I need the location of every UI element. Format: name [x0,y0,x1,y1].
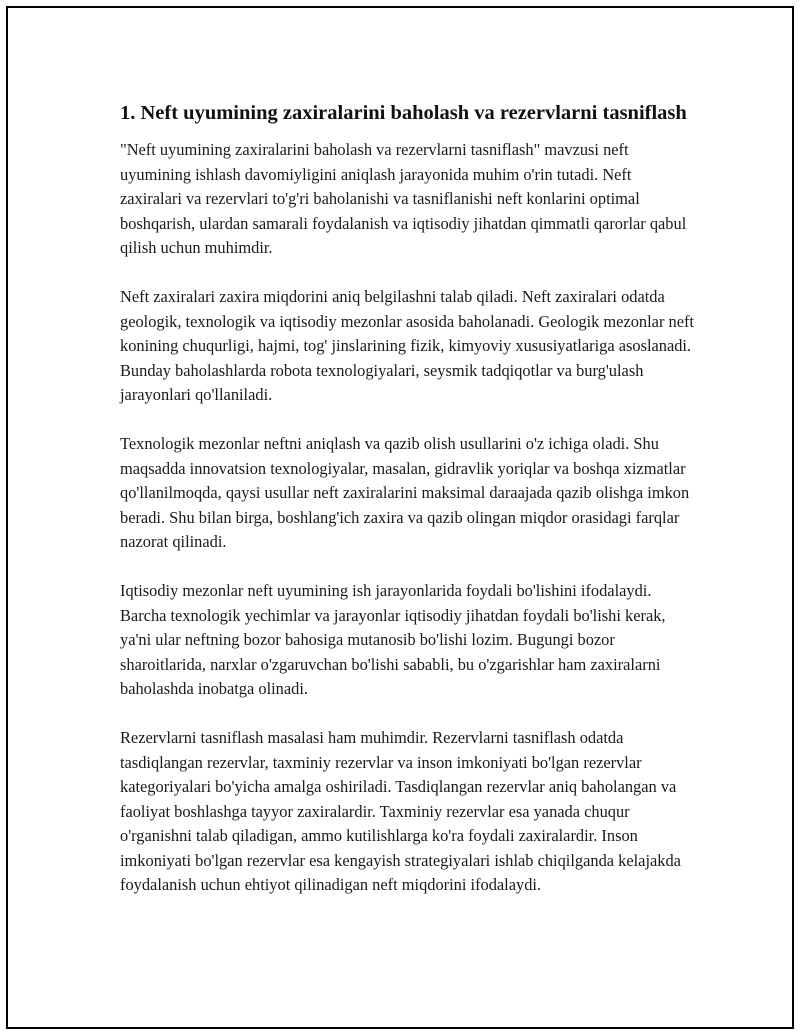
paragraph-geological-criteria: Neft zaxiralari zaxira miqdorini aniq belgilashni talab qiladi. Neft zaxiralari odatda geologik, texnologik va iqtisodiy mezonlar asosida baholanadi. Geologik mezonlar neft konining chuqurligi, hajmi, tog' jinslarining fizik, kimyoviy xususiyatlariga asoslanadi. Bunday baholashlarda robota texnologiyalari, seysmik tadqiqotlar va burg'ulash jarayonlari qo'llaniladi. [120,287,694,404]
document-title: 1. Neft uyumining zaxiralarini baholash va rezervlarni tasniflash [120,102,687,124]
paragraph-reserve-classification: Rezervlarni tasniflash masalasi ham muhimdir. Rezervlarni tasniflash odatda tasdiqlangan rezervlar, taxminiy rezervlar va inson imkoniyati bo'lgan rezervlar kategoriyalari bo'yicha amalga oshiriladi. Tasdiqlangan rezervlar aniq baholangan va faoliyat boshlashga tayyor zaxiralardir. Taxminiy rezervlar esa yanada chuqur o'rganishni talab qiladigan, ammo kutilishlarga ko'ra foydali zaxiralardir. Inson imkoniyati bo'lgan rezervlar esa kengayish strategiyalari ishlab chiqilganda kelajakda foydalanish uchun ehtiyot qilinadigan neft miqdorini ifodalaydi. [120,728,681,894]
paragraph-technological-criteria: Texnologik mezonlar neftni aniqlash va qazib olish usullarini o'z ichiga oladi. Shu maqsadda innovatsion texnologiyalar, masalan, gidravlik yoriqlar va boshqa xizmatlar qo'llanilmoqda, qaysi usullar neft zaxiralarini maksimal daraajada qazib olishga imkon beradi. Shu bilan birga, boshlang'ich zaxira va qazib olingan miqdor orasidagi farqlar nazorat qilinadi. [120,434,690,551]
page-frame [6,6,794,1029]
document-body [120,100,694,898]
paragraph-intro: "Neft uyumining zaxiralarini baholash va rezervlarni tasniflash" mavzusi neft uyumining ishlash davomiyligini aniqlash jarayonida muhim o'rin tutadi. Neft zaxiralari va rezervlari to'g'ri baholanishi va tasniflanishi neft konlarini optimal boshqarish, ulardan samarali foydalanish va iqtisodiy jihatdan qimmatli qarorlar qabul qilish uchun muhimdir. [120,140,687,257]
paragraph-economic-criteria: Iqtisodiy mezonlar neft uyumining ish jarayonlarida foydali bo'lishini ifodalaydi. Barcha texnologik yechimlar va jarayonlar iqtisodiy jihatdan foydali bo'lishi kerak, ya'ni ular neftning bozor bahosiga mutanosib bo'lishi lozim. Bugungi bozor sharoitlarida, narxlar o'zgaruvchan bo'lishi sababli, bu o'zgarishlar ham zaxiralarni baholashda inobatga olinadi. [120,581,666,698]
